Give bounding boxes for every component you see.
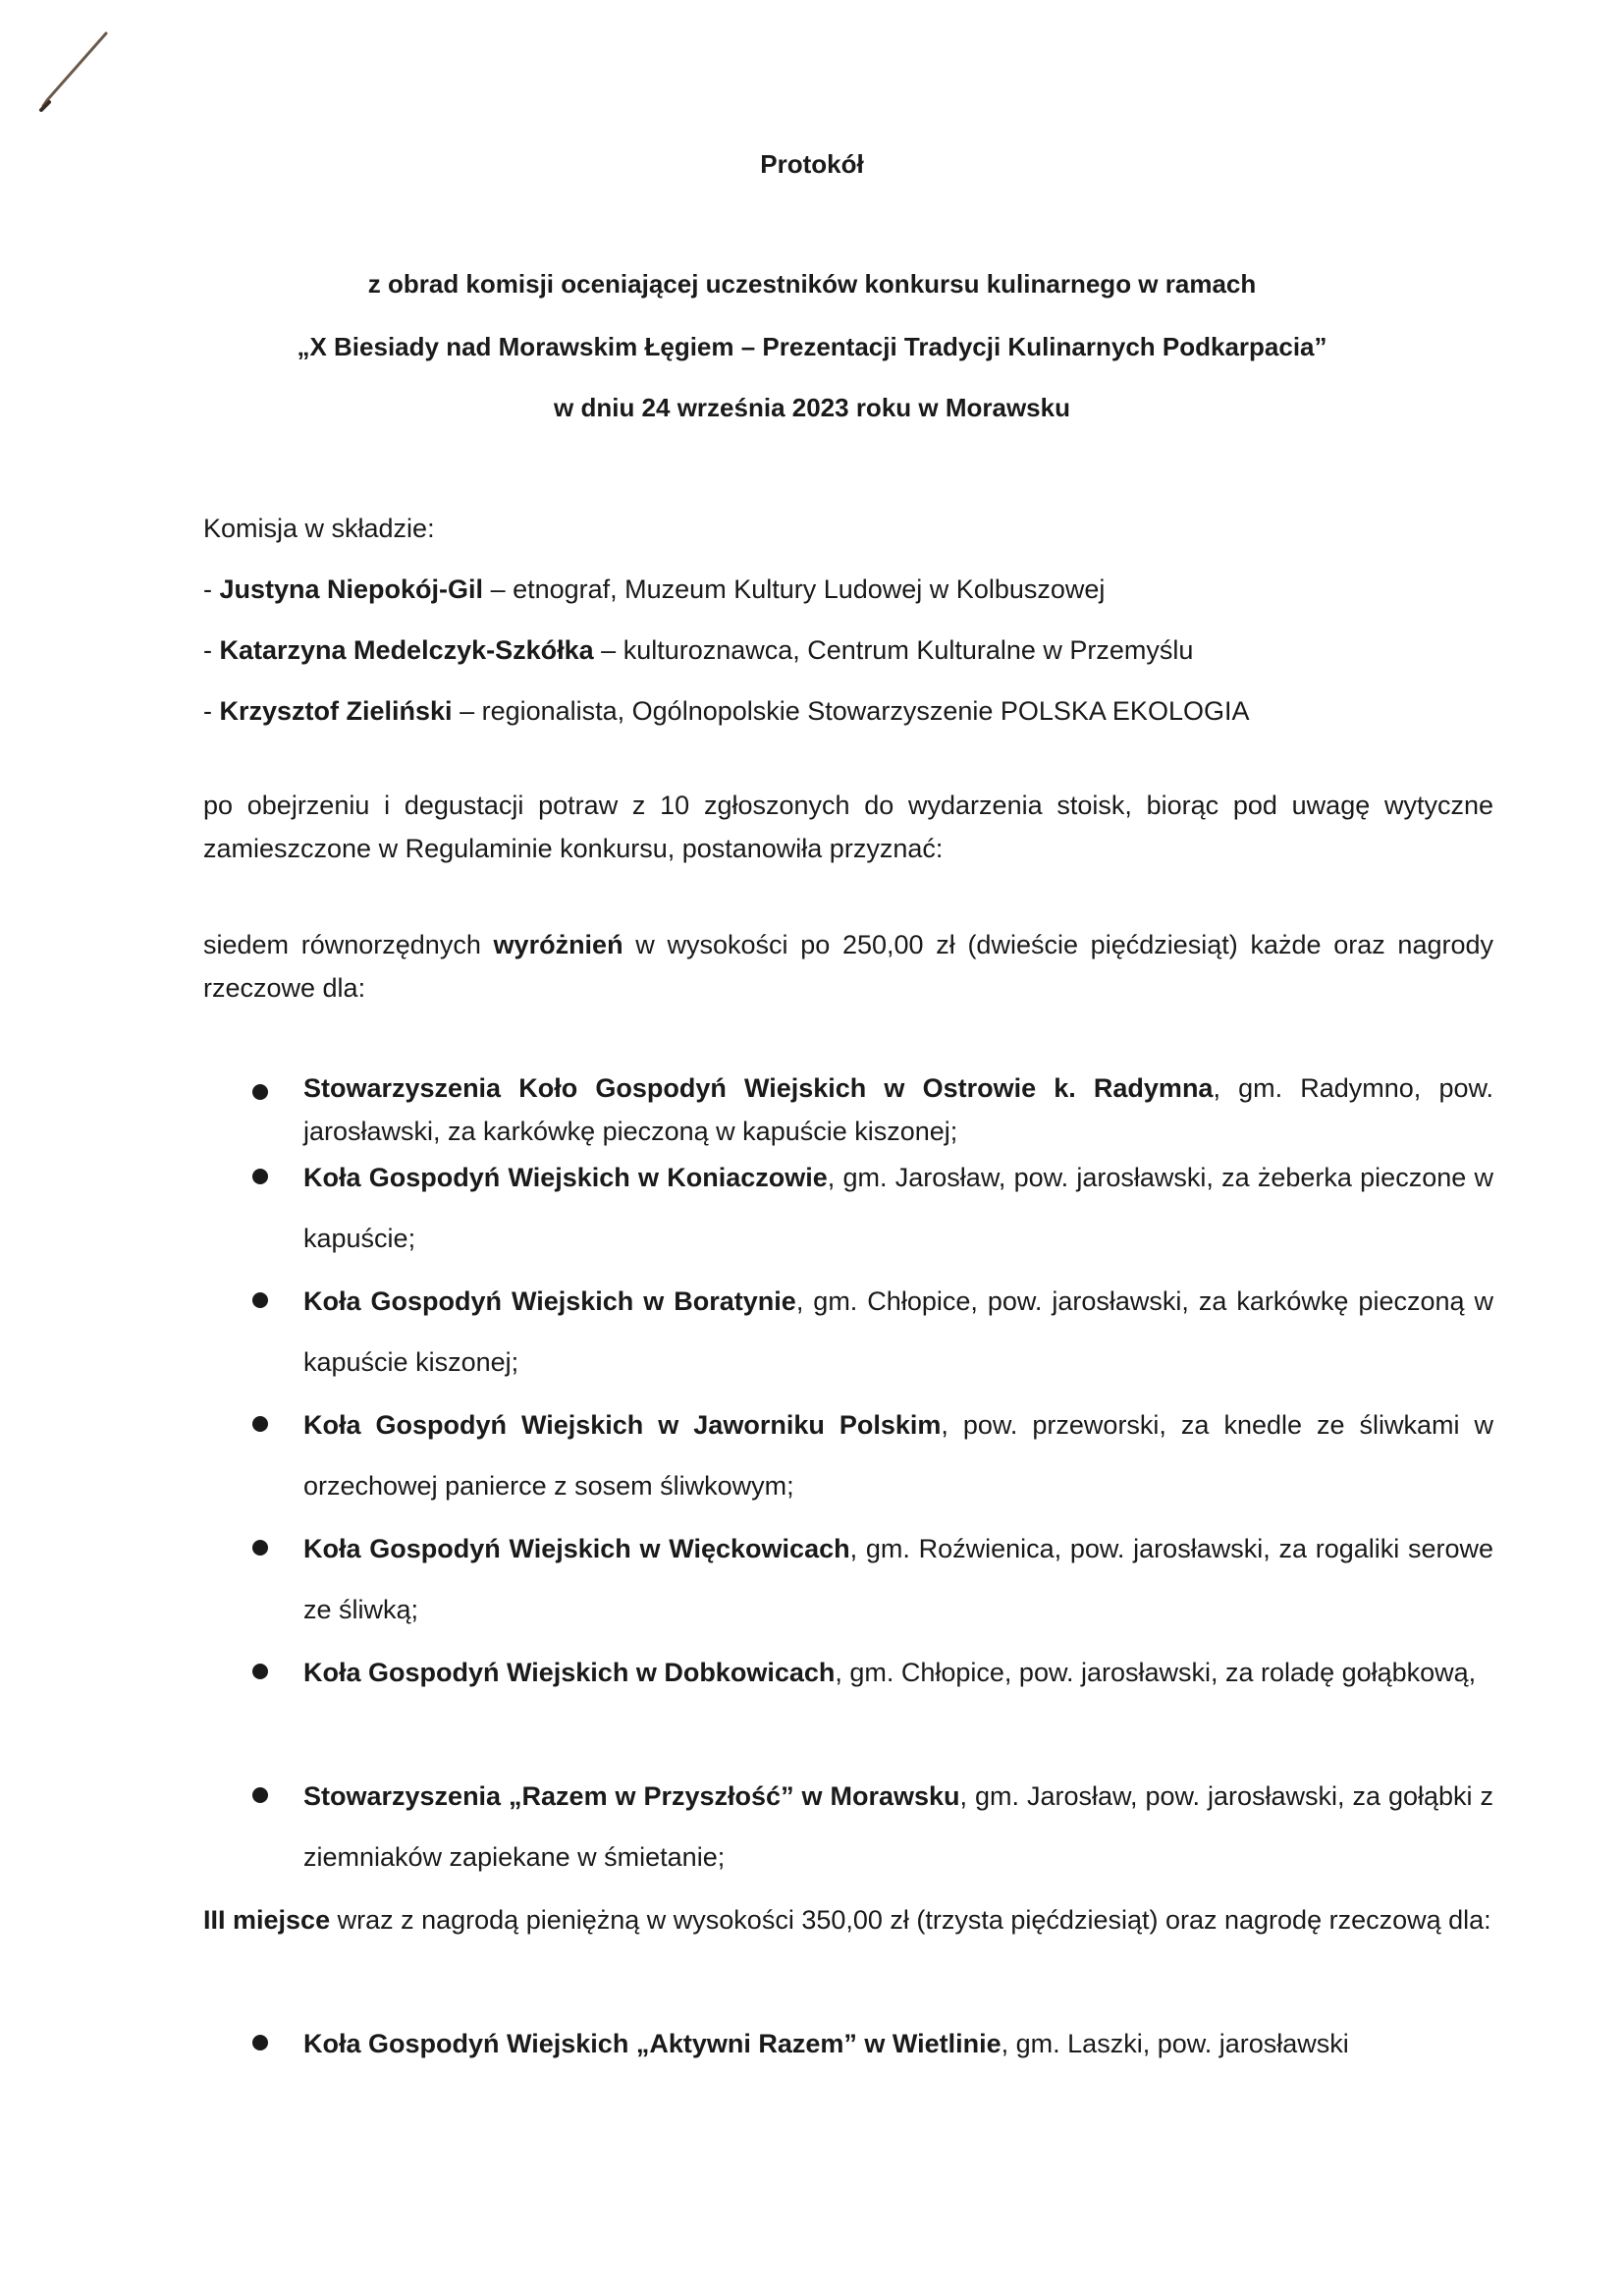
committee-member (203, 630, 1493, 670)
item-desc: , gm. Jarosław, pow. jarosławski, za żeberka pieczone w kapuście; (303, 1163, 1493, 1253)
document-title: Protokół (760, 149, 864, 179)
item-name: Koła Gospodyń Wiejskich w Dobkowicach (303, 1658, 836, 1687)
distinction-item (303, 1271, 1493, 1393)
heading-line-1: z obrad komisji oceniającej uczestników konkursu kulinarnego w ramach (367, 269, 1257, 299)
bullet-icon (252, 1084, 268, 1100)
third-place-bold: III miejsce (203, 1905, 331, 1935)
item-desc: , pow. przeworski, za knedle ze śliwkami w orzechowej panierce z sosem śliwkowym; (303, 1410, 1493, 1501)
distinctions-post: w wysokości po 250,00 zł (dwieście pięćdziesiąt) każde oraz nagrody rzeczowe dla: (203, 930, 1493, 1003)
item-name: Stowarzyszenia Koło Gospodyń Wiejskich w Ostrowie k. Radymna (303, 1073, 1214, 1103)
bullet-icon (252, 1292, 268, 1308)
distinction-item (303, 1394, 1493, 1516)
bullet-icon (252, 1787, 268, 1803)
intro-paragraph: po obejrzeniu i degustacji potraw z 10 zgłoszonych do wydarzenia stoisk, biorąc pod uwagę wytyczne zamieszczone w Regulaminie konkursu, postanowiła przyznać: (203, 791, 1493, 863)
third-place-paragraph (203, 1889, 1493, 1950)
item-desc: , gm. Chłopice, pow. jarosławski, za karkówkę pieczoną w kapuście kiszonej; (303, 1286, 1494, 1377)
member-name: Justyna Niepokój-Gil (219, 574, 484, 604)
member-prefix: - (203, 635, 220, 665)
committee-member (203, 691, 1493, 731)
item-name: Koła Gospodyń Wiejskich w Więckowicach (303, 1534, 850, 1563)
distinction-item (303, 1518, 1493, 1640)
item-name: Koła Gospodyń Wiejskich w Boratynie (303, 1286, 796, 1316)
item-desc: , gm. Laszki, pow. jarosławski (1001, 2029, 1349, 2058)
item-desc: , gm. Chłopice, pow. jarosławski, za roladę gołąbkową, (835, 1658, 1477, 1687)
member-prefix: - (203, 574, 220, 604)
item-desc: , gm. Roźwienica, pow. jarosławski, za rogaliki serowe ze śliwką; (303, 1534, 1494, 1624)
member-role: – kulturoznawca, Centrum Kulturalne w Przemyślu (593, 635, 1194, 665)
third-place-item (303, 2013, 1493, 2074)
item-name: Stowarzyszenia „Razem w Przyszłość” w Morawsku (303, 1781, 960, 1811)
distinction-item (303, 1147, 1493, 1269)
member-name: Katarzyna Medelczyk-Szkółka (219, 635, 594, 665)
bullet-icon (252, 2035, 268, 2050)
item-name: Koła Gospodyń Wiejskich w Koniaczowie (303, 1163, 828, 1192)
heading-line-2: „X Biesiady nad Morawskim Łęgiem – Prezentacji Tradycji Kulinarnych Podkarpacia” (297, 332, 1327, 361)
bullet-icon (252, 1416, 268, 1432)
distinctions-paragraph (203, 923, 1493, 1010)
heading-line-3: w dniu 24 września 2023 roku w Morawsku (554, 393, 1070, 422)
member-role: – etnograf, Muzeum Kultury Ludowej w Kolbuszowej (483, 574, 1106, 604)
item-name: Koła Gospodyń Wiejskich w Jaworniku Polskim (303, 1410, 942, 1440)
bullet-icon (252, 1169, 268, 1184)
item-desc: , gm. Radymno, pow. jarosławski, za karkówkę pieczoną w kapuście kiszonej; (303, 1073, 1493, 1146)
item-name: Koła Gospodyń Wiejskich „Aktywni Razem” w Wietlinie (303, 2029, 1001, 2058)
member-prefix: - (203, 696, 220, 726)
pen-stroke-mark (37, 27, 116, 116)
item-desc: , gm. Jarosław, pow. jarosławski, za gołąbki z ziemniaków zapiekane w śmietanie; (303, 1781, 1493, 1872)
distinctions-pre: siedem równorzędnych (203, 930, 494, 959)
distinction-item (303, 1766, 1493, 1887)
committee-label: Komisja w składzie: (203, 514, 435, 543)
distinction-item (303, 1066, 1493, 1153)
distinction-item (303, 1642, 1493, 1703)
member-role: – regionalista, Ogólnopolskie Stowarzyszenie POLSKA EKOLOGIA (452, 696, 1250, 726)
bullet-icon (252, 1540, 268, 1556)
committee-member (203, 570, 1493, 609)
third-place-post: wraz z nagrodą pieniężną w wysokości 350,00 zł (trzysta pięćdziesiąt) oraz nagrodę rzeczową dla: (330, 1905, 1491, 1935)
bullet-icon (252, 1664, 268, 1679)
distinctions-bold: wyróżnień (493, 930, 623, 959)
member-name: Krzysztof Zieliński (219, 696, 453, 726)
